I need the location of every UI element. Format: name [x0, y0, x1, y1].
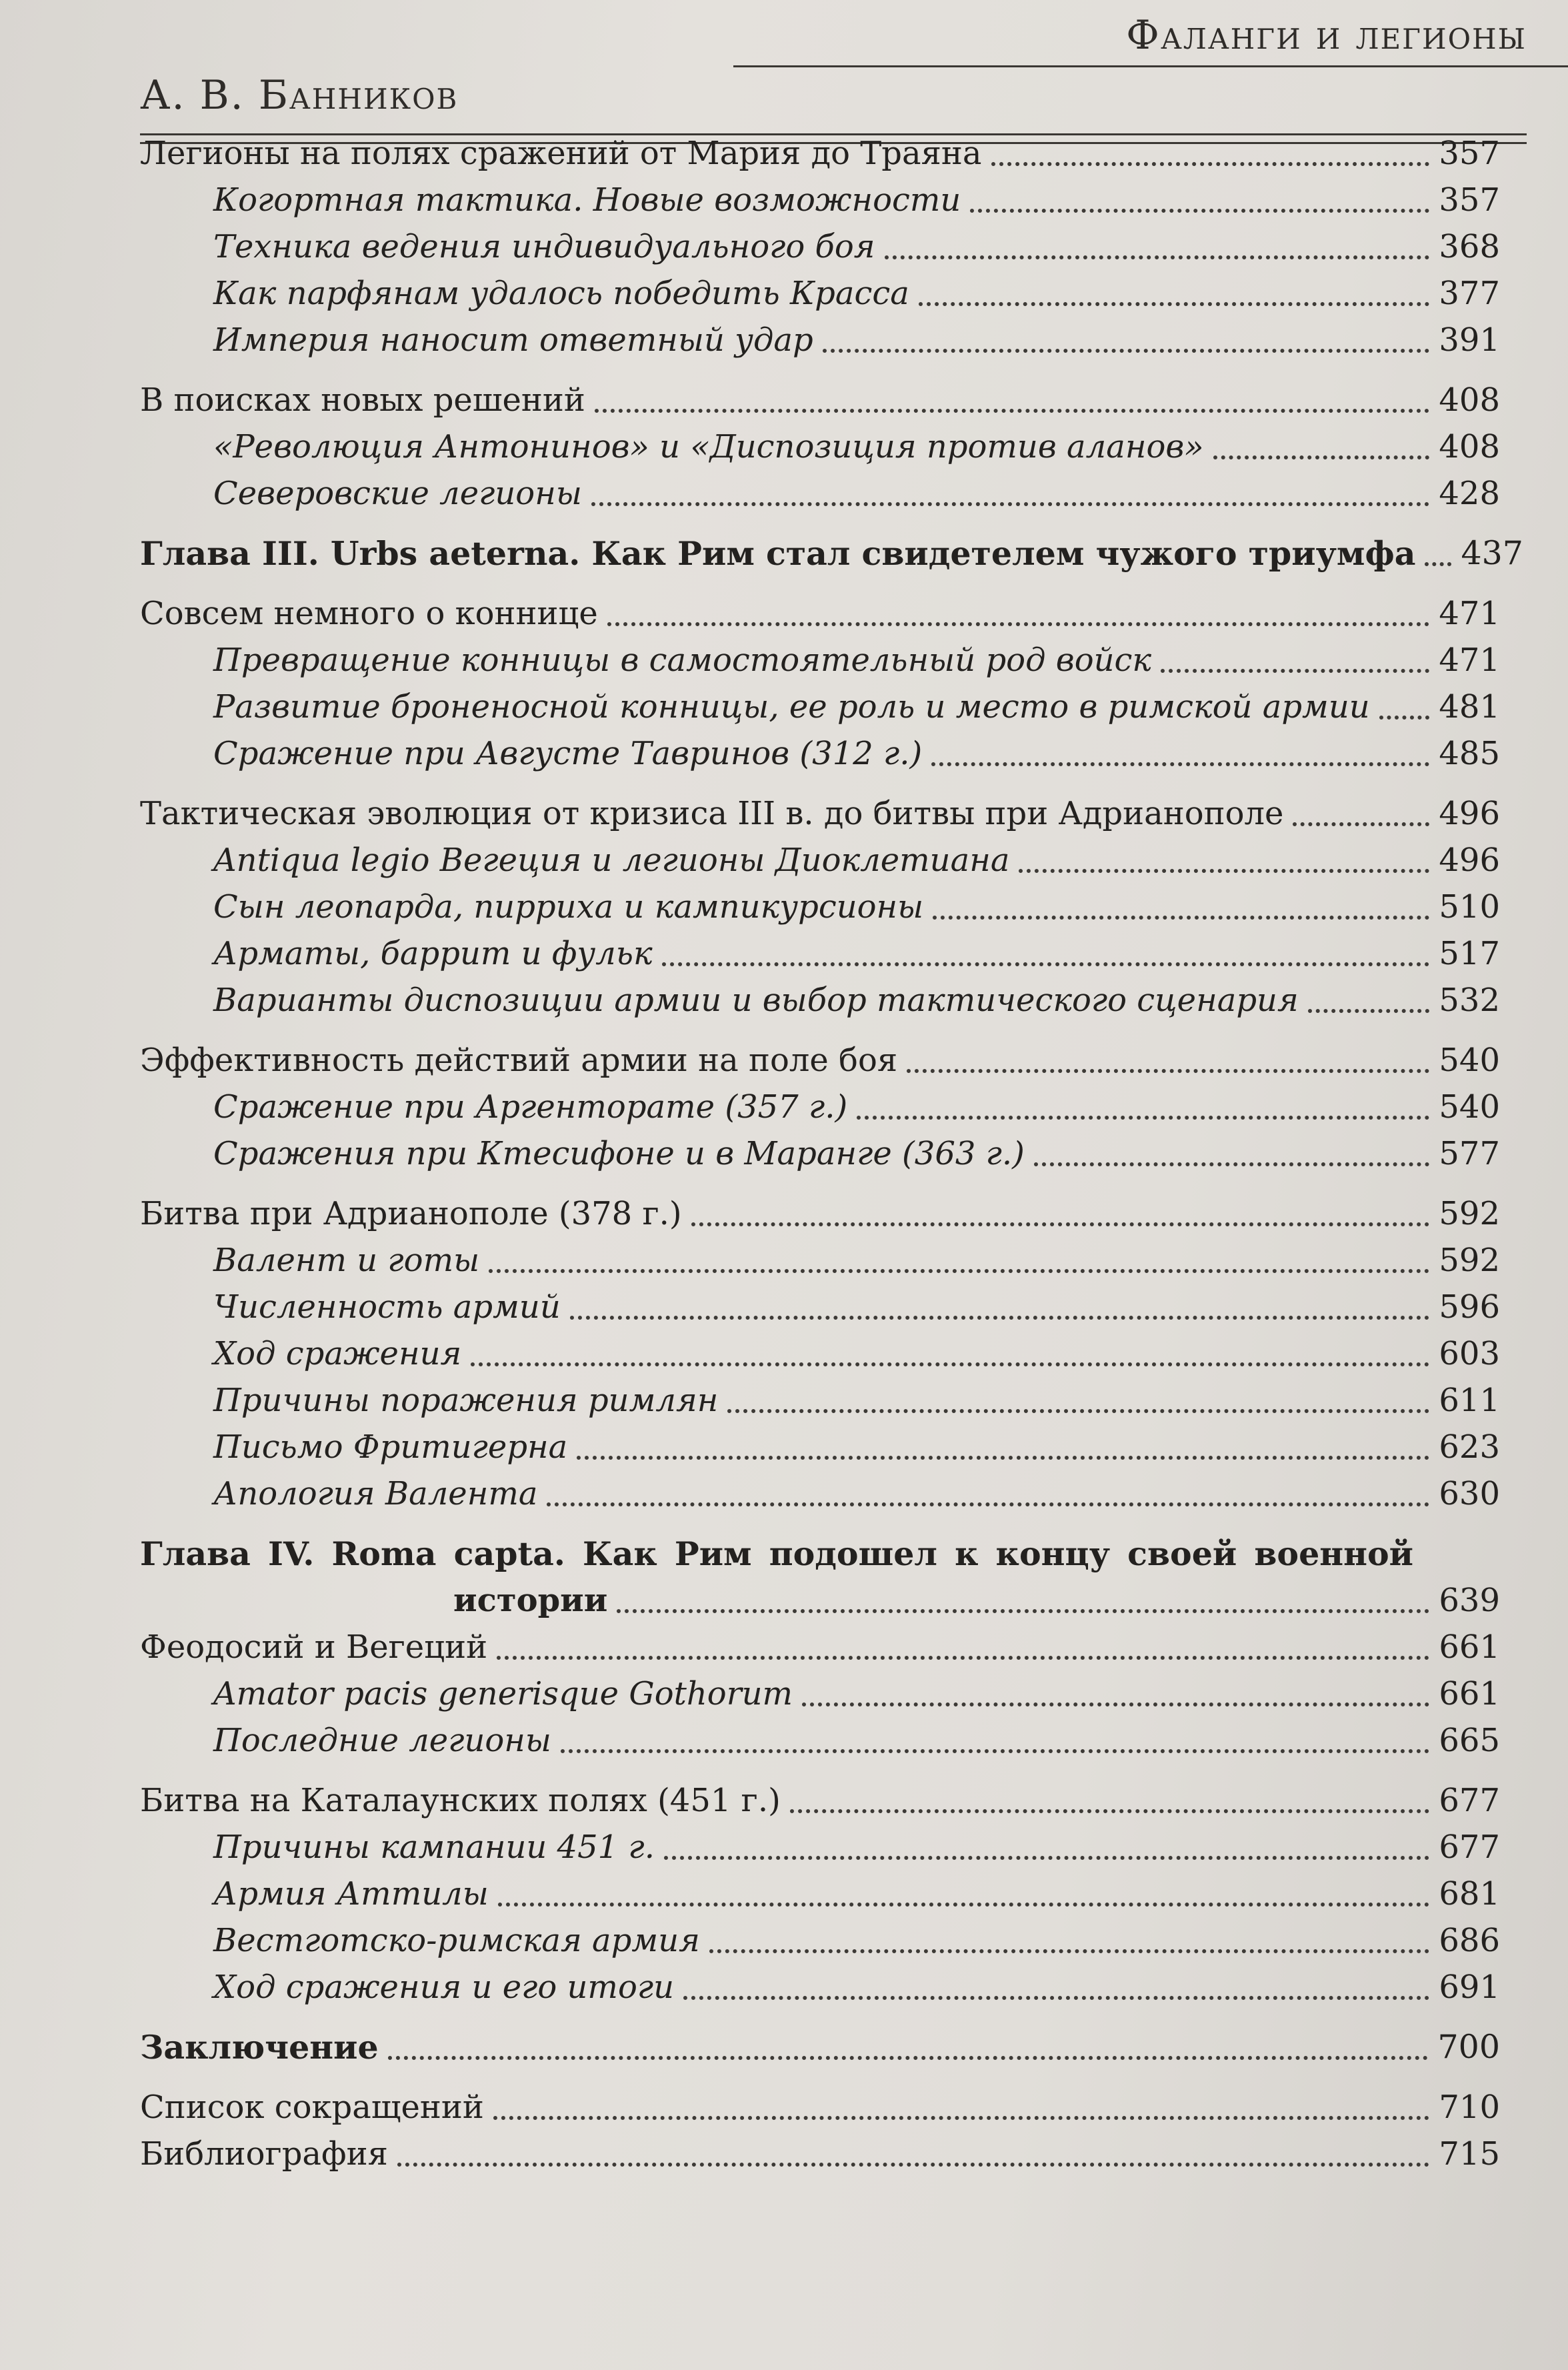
toc-entry-title: В поисках новых решений: [140, 381, 585, 419]
toc-subsection-entry: [140, 1964, 1500, 2011]
toc-entry-title: Северовские легионы: [213, 475, 582, 512]
toc-subsection-entry: [140, 317, 1500, 363]
toc-entry-page-number: 710: [1439, 2089, 1500, 2126]
toc-subsection-entry: [140, 470, 1500, 517]
toc-subsection-entry: [140, 1871, 1500, 1917]
dot-leader: [471, 1362, 1429, 1366]
dot-leader: [577, 1456, 1429, 1460]
dot-leader: [1379, 716, 1430, 720]
toc-entry-title: Глава III. Urbs aeterna. Как Рим стал свидетелем чужого триумфа: [140, 534, 1416, 573]
dot-leader: [709, 1949, 1429, 1953]
dot-leader: [493, 2116, 1429, 2120]
toc-subsection-entry: [140, 1824, 1500, 1871]
toc-subsection-entry: [140, 1130, 1500, 1177]
toc-subsection-entry: [140, 930, 1500, 977]
dot-leader: [991, 162, 1430, 166]
toc-entry-title: Тактическая эволюция от кризиса III в. до битвы при Адрианополе: [140, 795, 1284, 832]
toc-subsection-entry: [140, 1917, 1500, 1964]
toc-section-entry: [140, 790, 1500, 837]
dot-leader: [907, 1069, 1429, 1073]
toc-entry-title: Ход сражения и его итоги: [213, 1969, 675, 2006]
toc-subsection-entry: [140, 1717, 1500, 1764]
toc-entry-title: Причины поражения римлян: [213, 1382, 719, 1419]
toc-entry-page-number: 496: [1439, 842, 1500, 879]
toc-section-entry: [140, 377, 1500, 423]
toc-subsection-entry: [140, 1377, 1500, 1424]
toc-entry-title: Техника ведения индивидуального боя: [213, 228, 875, 265]
toc-entry-page-number: 532: [1439, 982, 1500, 1019]
toc-entry-page-number: 517: [1439, 935, 1500, 972]
toc-entry-title: Библиография: [140, 2135, 388, 2173]
toc-entry-page-number: 481: [1439, 688, 1500, 726]
toc-section-entry: [140, 1190, 1500, 1237]
dot-leader: [790, 1809, 1430, 1813]
toc-subsection-entry: [140, 423, 1500, 470]
dot-leader: [561, 1749, 1429, 1753]
toc-entry-page-number: 665: [1439, 1722, 1500, 1759]
dot-leader: [607, 622, 1430, 626]
toc-entry-page-number: 496: [1439, 795, 1500, 832]
toc-entry-page-number: 661: [1439, 1675, 1500, 1712]
toc-entry-page-number: 428: [1439, 475, 1500, 512]
dot-leader: [617, 1609, 1429, 1613]
chapter-4-title-line-1: Глава IV. Roma capta. Как Рим подошел к концу своей военной: [140, 1534, 1413, 1573]
toc-entry-title: Список сокращений: [140, 2089, 484, 2126]
toc-entry-title: Превращение конницы в самостоятельный род войск: [213, 642, 1152, 679]
dot-leader: [397, 2163, 1429, 2167]
toc-entry-title: Сын леопарда, пирриха и кампикурсионы: [213, 888, 924, 926]
dot-leader: [823, 349, 1430, 353]
dot-leader: [885, 255, 1430, 259]
toc-entry-title: Варианты диспозиции армии и выбор тактического сценария: [213, 982, 1299, 1019]
toc-section-entry: [140, 1037, 1500, 1084]
toc-entry-page-number: 368: [1439, 228, 1500, 265]
chapter-4-page-number: 639: [1439, 1582, 1500, 1619]
dot-leader: [857, 1116, 1429, 1120]
toc-entry-title: Вестготско-римская армия: [213, 1922, 700, 1959]
toc-entry-title: Сражения при Ктесифоне и в Маранге (363 г.): [213, 1135, 1025, 1172]
running-head-book-title: Фаланги и легионы: [1126, 12, 1527, 59]
toc-subsection-entry: [140, 1084, 1500, 1130]
toc-subsection-entry: [140, 884, 1500, 930]
table-of-contents: [140, 130, 1523, 2177]
toc-entry-title: Развитие броненосной конницы, ее роль и место в римской армии: [213, 688, 1370, 726]
running-head-author: А. В. Банников: [140, 72, 459, 119]
toc-entry-title: Amator pacis generisque Gothorum: [213, 1675, 793, 1712]
toc-entry-page-number: 437: [1461, 534, 1523, 572]
toc-entry-page-number: 577: [1439, 1135, 1500, 1172]
toc-entry-title: Эффективность действий армии на поле боя: [140, 1042, 898, 1079]
dot-leader: [498, 1903, 1430, 1907]
toc-part-2: [140, 1624, 1500, 2177]
toc-entry-title: Битва при Адрианополе (378 г.): [140, 1195, 682, 1232]
dot-leader: [664, 1856, 1429, 1860]
toc-entry-page-number: 677: [1439, 1829, 1500, 1866]
toc-subsection-entry: [140, 684, 1500, 730]
toc-subsection-entry: [140, 1330, 1500, 1377]
toc-entry-page-number: 540: [1439, 1042, 1500, 1079]
toc-entry-page-number: 391: [1439, 321, 1500, 359]
toc-entry-page-number: 357: [1439, 135, 1500, 172]
toc-entry-page-number: 596: [1439, 1288, 1500, 1326]
dot-leader: [1293, 822, 1429, 826]
dot-leader: [1161, 669, 1429, 673]
header-rule-right: [733, 65, 1568, 67]
toc-entry-page-number: 715: [1439, 2135, 1500, 2173]
toc-entry-page-number: 510: [1439, 888, 1500, 926]
toc-entry-title: Феодосий и Вегеций: [140, 1628, 488, 1666]
dot-leader: [489, 1269, 1429, 1273]
toc-entry-title: Последние легионы: [213, 1722, 551, 1759]
dot-leader: [591, 502, 1429, 506]
toc-section-entry: [140, 2084, 1500, 2131]
dot-leader: [1308, 1009, 1430, 1013]
toc-entry-title: Письмо Фритигерна: [213, 1428, 568, 1466]
toc-entry-title: Как парфянам удалось победить Красса: [213, 275, 909, 312]
toc-entry-page-number: 485: [1439, 735, 1500, 772]
dot-leader: [388, 2056, 1429, 2060]
toc-entry-title: Ход сражения: [213, 1335, 462, 1372]
toc-subsection-entry: [140, 177, 1500, 223]
toc-entry-page-number: 377: [1439, 275, 1500, 312]
toc-entry-page-number: 471: [1439, 595, 1500, 632]
toc-entry-title: Antiqua legio Вегеция и легионы Диоклетиана: [213, 842, 1010, 879]
toc-entry-page-number: 592: [1439, 1242, 1500, 1279]
toc-chapter-4: [140, 1530, 1500, 1624]
dot-leader: [1034, 1162, 1429, 1166]
toc-entry-page-number: 677: [1439, 1782, 1500, 1819]
dot-leader: [691, 1222, 1430, 1226]
toc-chapter-entry: [140, 530, 1523, 577]
dot-leader: [547, 1502, 1429, 1506]
dot-leader: [802, 1702, 1429, 1706]
toc-subsection-entry: [140, 270, 1500, 317]
dot-leader: [919, 302, 1430, 306]
toc-chapter-entry: [140, 2024, 1500, 2071]
toc-entry-page-number: 408: [1439, 428, 1500, 465]
dot-leader: [570, 1316, 1430, 1320]
toc-section-entry: [140, 590, 1500, 637]
toc-entry-page-number: 700: [1437, 2028, 1500, 2066]
toc-entry-title: Совсем немного о коннице: [140, 595, 598, 632]
toc-entry-page-number: 408: [1439, 381, 1500, 419]
toc-subsection-entry: [140, 730, 1500, 777]
toc-entry-title: «Революция Антонинов» и «Диспозиция против аланов»: [213, 428, 1204, 465]
dot-leader: [933, 916, 1429, 920]
toc-subsection-entry: [140, 223, 1500, 270]
toc-subsection-entry: [140, 1424, 1500, 1470]
toc-entry-title: Империя наносит ответный удар: [213, 321, 813, 359]
toc-part-1: [140, 130, 1523, 1517]
toc-entry-page-number: 603: [1439, 1335, 1500, 1372]
toc-entry-title: Численность армий: [213, 1288, 561, 1326]
toc-subsection-entry: [140, 977, 1500, 1024]
toc-entry-page-number: 630: [1439, 1475, 1500, 1512]
dot-leader: [662, 962, 1430, 966]
dot-leader: [595, 409, 1430, 413]
dot-leader: [1213, 455, 1430, 459]
toc-subsection-entry: [140, 1237, 1500, 1284]
toc-section-entry: [140, 2131, 1500, 2177]
chapter-4-title-line-2: [140, 1577, 1500, 1624]
toc-entry-page-number: 661: [1439, 1628, 1500, 1666]
toc-entry-title: Армия Аттилы: [213, 1875, 489, 1913]
toc-subsection-entry: [140, 637, 1500, 684]
toc-subsection-entry: [140, 837, 1500, 884]
toc-subsection-entry: [140, 1284, 1500, 1330]
toc-entry-page-number: 471: [1439, 642, 1500, 679]
toc-entry-page-number: 623: [1439, 1428, 1500, 1466]
toc-subsection-entry: [140, 1470, 1500, 1517]
toc-entry-title: Валент и готы: [213, 1242, 480, 1279]
dot-leader: [683, 1996, 1429, 2000]
toc-entry-page-number: 691: [1439, 1969, 1500, 2006]
toc-section-entry: [140, 1624, 1500, 1670]
toc-entry-page-number: 540: [1439, 1088, 1500, 1126]
dot-leader: [970, 209, 1429, 213]
toc-entry-title: Арматы, баррит и фульк: [213, 935, 653, 972]
dot-leader: [497, 1656, 1429, 1660]
toc-entry-page-number: 357: [1439, 181, 1500, 219]
toc-entry-title: Причины кампании 451 г.: [213, 1829, 655, 1866]
toc-entry-title: Когортная тактика. Новые возможности: [213, 181, 961, 219]
toc-section-entry: [140, 130, 1500, 177]
dot-leader: [727, 1409, 1429, 1413]
toc-entry-title: Апология Валента: [213, 1475, 538, 1512]
chapter-4-title-continuation: истории: [453, 1582, 608, 1619]
toc-entry-title: Сражение при Аргенторате (357 г.): [213, 1088, 848, 1126]
toc-entry-page-number: 686: [1439, 1922, 1500, 1959]
dot-leader: [1019, 869, 1429, 873]
toc-entry-page-number: 611: [1439, 1382, 1500, 1419]
toc-entry-page-number: 592: [1439, 1195, 1500, 1232]
dot-leader: [1425, 562, 1451, 566]
toc-section-entry: [140, 1777, 1500, 1824]
toc-entry-title: Сражение при Августе Тавринов (312 г.): [213, 735, 923, 772]
toc-entry-page-number: 681: [1439, 1875, 1500, 1913]
toc-entry-title: Заключение: [140, 2028, 379, 2067]
dot-leader: [931, 762, 1429, 766]
toc-entry-title: Легионы на полях сражений от Мария до Траяна: [140, 135, 982, 172]
toc-entry-title: Битва на Каталаунских полях (451 г.): [140, 1782, 781, 1819]
toc-subsection-entry: [140, 1670, 1500, 1717]
